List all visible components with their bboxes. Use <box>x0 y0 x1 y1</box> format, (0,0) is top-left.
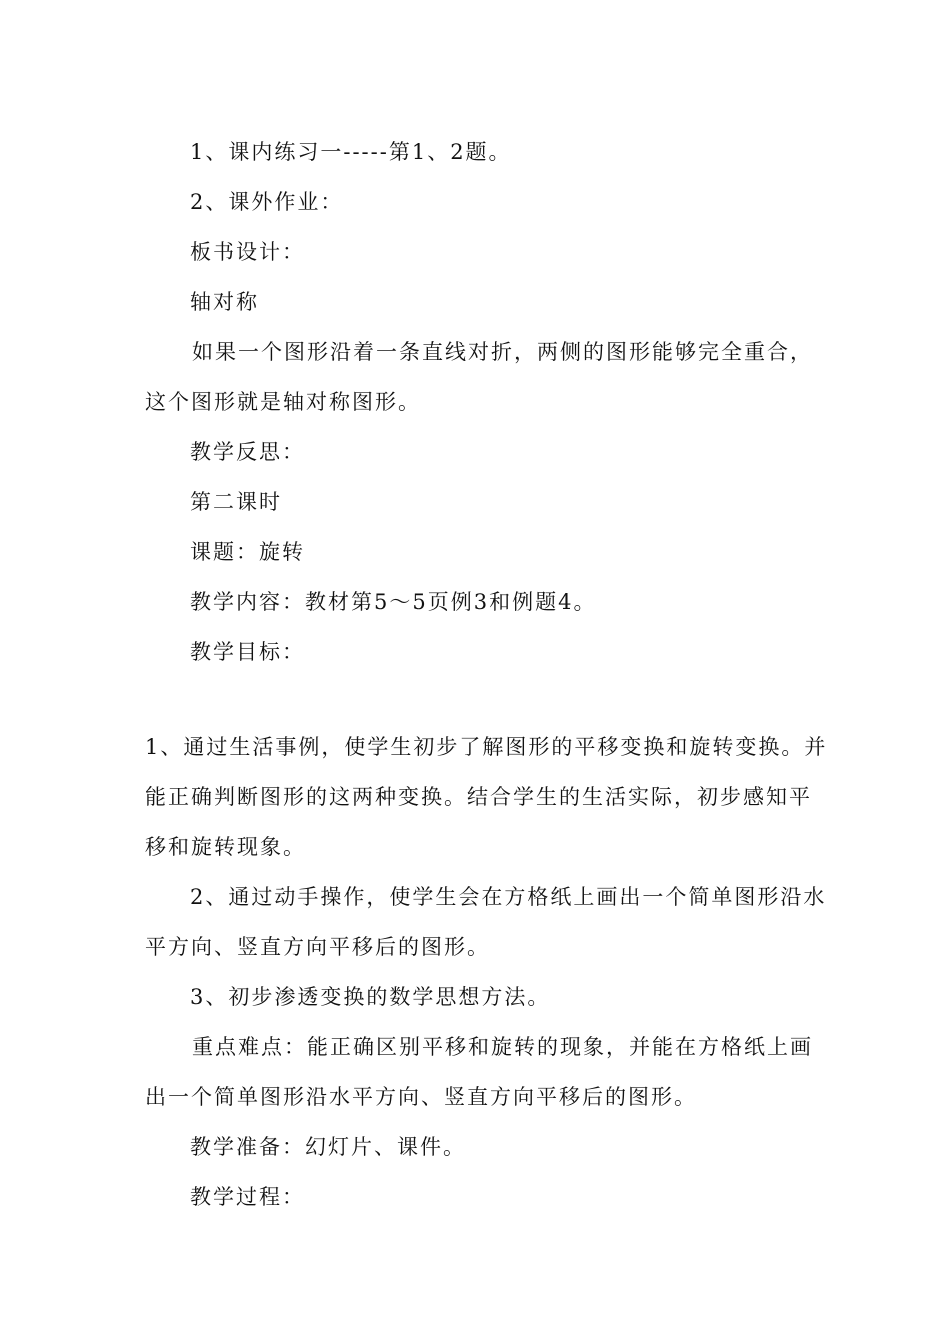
content-line: 教学内容：教材第5～5页例3和例题4。 <box>190 590 597 614</box>
topic-line: 课题：旋转 <box>190 540 305 564</box>
objective-1-line-1: 1、通过生活事例，使学生初步了解图形的平移变换和旋转变换。并 <box>145 735 828 759</box>
objectives-heading: 教学目标： <box>190 640 305 664</box>
process-heading: 教学过程： <box>190 1185 305 1209</box>
key-points-line-2: 出一个简单图形沿水平方向、竖直方向平移后的图形。 <box>145 1085 697 1109</box>
objective-2-line-2: 平方向、竖直方向平移后的图形。 <box>145 935 490 959</box>
homework-line: 2、课外作业： <box>190 190 344 214</box>
exercise-line: 1、课内练习一-----第1、2题。 <box>190 140 512 164</box>
objective-3-line: 3、初步渗透变换的数学思想方法。 <box>190 985 551 1009</box>
definition-line-1: 如果一个图形沿着一条直线对折，两侧的图形能够完全重合， <box>192 340 813 364</box>
reflection-heading: 教学反思： <box>190 440 305 464</box>
objective-2-line-1: 2、通过动手操作，使学生会在方格纸上画出一个简单图形沿水 <box>190 885 827 909</box>
board-title: 轴对称 <box>190 290 259 314</box>
lesson-two-heading: 第二课时 <box>190 490 282 514</box>
definition-line-2: 这个图形就是轴对称图形。 <box>145 390 421 414</box>
key-points-line-1: 重点难点：能正确区别平移和旋转的现象，并能在方格纸上画 <box>192 1035 813 1059</box>
board-design-heading: 板书设计： <box>190 240 305 264</box>
objective-1-line-2: 能正确判断图形的这两种变换。结合学生的生活实际，初步感知平 <box>145 785 812 809</box>
preparation-line: 教学准备：幻灯片、课件。 <box>190 1135 466 1159</box>
objective-1-line-3: 移和旋转现象。 <box>145 835 306 859</box>
